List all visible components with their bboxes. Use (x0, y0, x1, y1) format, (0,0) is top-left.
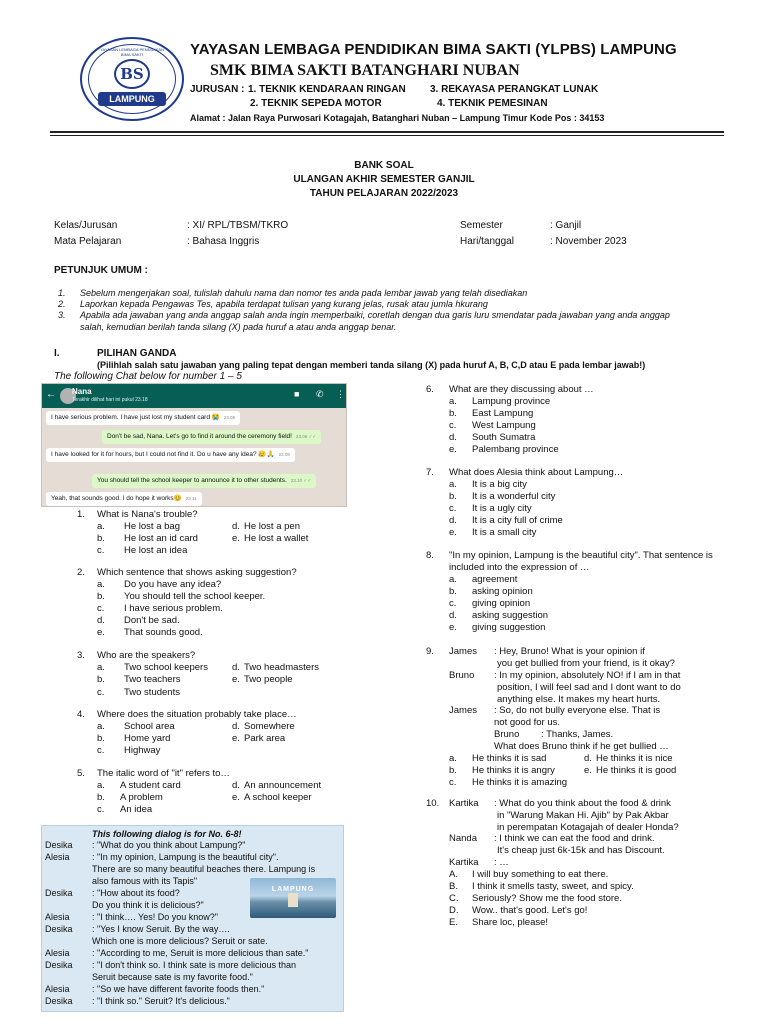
option-text: School area (124, 721, 175, 732)
option-letter: c. (97, 745, 105, 756)
option-text: You should tell the school keeper. (124, 591, 266, 602)
question-text: Where does the situation probably take place… (97, 709, 297, 720)
option-letter: a. (97, 579, 105, 590)
dialog-line: : In my opinion, absolutely NO! if I am in that (494, 670, 681, 681)
lampung-picture-label: LAMPUNG (271, 886, 315, 893)
menu-dots-icon: ⋮ (336, 389, 345, 399)
dialog-speaker: James (449, 646, 477, 657)
option-letter: d. (584, 753, 592, 764)
option-text: That sounds good. (124, 627, 203, 638)
section-num: I. (54, 348, 60, 359)
back-arrow-icon: ← (46, 389, 56, 400)
petunjuk-text: salah, kemudian berilah tanda silang (X) pada huruf a atau anda anggap benar. (80, 322, 397, 332)
option-text: East Lampung (472, 408, 534, 419)
dialog-line: you get bullied from your friend, is it okay? (497, 658, 675, 669)
option-text: Don't be sad. (124, 615, 180, 626)
option-letter: b. (449, 586, 457, 597)
dialog-line: : "In my opinion, Lampung is the beautiful city". (92, 852, 279, 862)
option-letter: a. (449, 396, 457, 407)
jurusan-label: JURUSAN : (190, 84, 245, 95)
tower-shape (288, 893, 298, 907)
option-text: He lost an id card (124, 533, 198, 544)
chat-header (42, 384, 346, 408)
option-letter: c. (97, 545, 105, 556)
chat-message: Yeah, that sounds good. I do hope it works😊 23.11 (46, 492, 202, 506)
option-text: Palembang province (472, 444, 559, 455)
dialog-speaker: Desika (45, 960, 73, 970)
logo-arc-text: YAYASAN LEMBAGA PENDIDIKAN BIMA SAKTI (100, 47, 164, 57)
doc-title-2: ULANGAN AKHIR SEMESTER GANJIL (293, 174, 475, 185)
question-text: The italic word of "it" refers to… (97, 768, 230, 779)
option-text: Somewhere (244, 721, 295, 732)
header-divider (50, 131, 724, 133)
option-text: Share loc, please! (472, 917, 549, 928)
option-letter: e. (449, 444, 457, 455)
option-text: He thinks it is amazing (472, 777, 568, 788)
dialog-line: : "I don't think so. I think sate is more delicious than (92, 960, 297, 970)
dialog-title: This following dialog is for No. 6-8! (92, 829, 242, 839)
petunjuk-text: Laporkan kepada Pengawas Tes, apabila terdapat tulisan yang kurang jelas, rusak atau jumla hkurang (80, 299, 488, 309)
option-text: asking opinion (472, 586, 533, 597)
option-text: It is a wonderful city (472, 491, 556, 502)
question-number: 6. (426, 384, 434, 395)
option-letter: b. (97, 792, 105, 803)
dialog-line: Do you think it is delicious?" (92, 900, 204, 910)
option-text: asking suggestion (472, 610, 549, 621)
option-text: I will buy something to eat there. (472, 869, 609, 880)
dialog-speaker: Desika (45, 840, 73, 850)
option-letter: c. (449, 598, 457, 609)
question-number: 1. (77, 509, 85, 520)
dialog-speaker: Desika (45, 996, 73, 1006)
dialog-line: : "So we have different favorite foods then." (92, 984, 265, 994)
question-number: 8. (426, 550, 434, 561)
dialog-line: : … (494, 857, 509, 868)
option-letter: a. (449, 479, 457, 490)
option-letter: e. (232, 533, 240, 544)
dialog-line: : "I think…. Yes! Do you know?" (92, 912, 218, 922)
option-text: Do you have any idea? (124, 579, 222, 590)
hari-value: : November 2023 (550, 236, 627, 247)
chat-message: I have looked for it for hours, but I could not find it. Do u have any idea? 😥🙏 23.08 (46, 448, 295, 462)
dialog-line: : "How about its food? (92, 888, 180, 898)
kelas-label: Kelas/Jurusan (54, 220, 118, 231)
chat-contact-name: Nana (72, 387, 92, 396)
dialog-line: : "I think so." Seruit? It's delicious." (92, 996, 230, 1006)
foundation-name: YAYASAN LEMBAGA PENDIDIKAN BIMA SAKTI (YLPBS) LAMPUNG (190, 41, 677, 58)
option-text: I think it smells tasty, sweet, and spicy. (472, 881, 634, 892)
question-text: What does Bruno think if he get bullied … (494, 741, 669, 752)
option-letter: c. (449, 777, 457, 788)
dialog-line: : "Yes I know Seruit. By the way…. (92, 924, 230, 934)
option-letter: c. (97, 804, 105, 815)
lampung-picture (250, 878, 336, 918)
dialog-speaker: James (449, 705, 477, 716)
dialog-line: Which one is more delicious? Seruit or sate. (92, 936, 268, 946)
mapel-label: Mata Pelajaran (54, 236, 122, 247)
question-number: 7. (426, 467, 434, 478)
option-text: A student card (120, 780, 181, 791)
dialog-speaker: Alesia (45, 984, 70, 994)
header-divider-thin (50, 135, 724, 136)
option-letter: b. (97, 533, 105, 544)
chat-message: Don't be sad, Nana. Let's go to find it around the ceremony field! 23.06 ✓✓ (102, 430, 321, 444)
option-letter: c. (449, 503, 457, 514)
question-number: 10. (426, 798, 440, 809)
option-letter: a. (449, 574, 457, 585)
dialog-speaker: Alesia (45, 912, 70, 922)
option-text: He thinks it is angry (472, 765, 555, 776)
dialog-line: : Thanks, James. (541, 729, 614, 740)
school-logo (80, 37, 184, 121)
dialog-speaker: Bruno (449, 670, 475, 681)
dialog-line: There are so many beautiful beaches there. Lampung is (92, 864, 316, 874)
question-text: Who are the speakers? (97, 650, 196, 661)
petunjuk-title: PETUNJUK UMUM : (54, 265, 148, 276)
semester-value: : Ganjil (550, 220, 582, 231)
option-letter: e. (232, 674, 240, 685)
option-letter: e. (232, 792, 240, 803)
dialog-speaker: Alesia (45, 948, 70, 958)
option-text: An idea (120, 804, 153, 815)
petunjuk-text: Sebelum mengerjakan soal, tulislah dahulu nama dan nomor tes anda pada lembar jawab yang telah disediakan (80, 288, 528, 298)
dialog-speaker: Alesia (45, 852, 70, 862)
section-title: PILIHAN GANDA (97, 348, 177, 359)
dialog-speaker: Bruno (494, 729, 520, 740)
option-text: Home yard (124, 733, 171, 744)
video-call-icon: ■ (294, 389, 300, 399)
question-text: Which sentence that shows asking suggestion? (97, 567, 297, 578)
option-letter: d. (232, 521, 240, 532)
option-text: West Lampung (472, 420, 536, 431)
dialog-line: : Hey, Bruno! What is your opinion if (494, 646, 645, 657)
option-letter: D. (449, 905, 459, 916)
option-text: Lampung province (472, 396, 551, 407)
question-number: 9. (426, 646, 434, 657)
option-text: It is a big city (472, 479, 527, 490)
petunjuk-num: 2. (58, 299, 66, 309)
school-address: Alamat : Jalan Raya Purwosari Kotagajah, Batanghari Nuban – Lampung Timur Kode Pos : 34153 (190, 113, 605, 123)
chat-last-seen: Terakhir dilihat hari ini pukul 23.18 (72, 397, 148, 403)
chat-intro: The following Chat below for number 1 – 5 (54, 371, 242, 382)
question-number: 4. (77, 709, 85, 720)
option-letter: B. (449, 881, 458, 892)
dialog-speaker: Kartika (449, 798, 479, 809)
option-letter: b. (449, 491, 457, 502)
option-text: He thinks it is good (596, 765, 677, 776)
option-text: South Sumatra (472, 432, 536, 443)
option-letter: b. (97, 591, 105, 602)
option-letter: b. (449, 408, 457, 419)
jurusan-3: 3. REKAYASA PERANGKAT LUNAK (430, 84, 599, 95)
dialog-line: position, I will feel sad and I dont want to do (497, 682, 681, 693)
dialog-line: It's cheap just 6k-15k and has Discount. (497, 845, 665, 856)
option-letter: d. (449, 610, 457, 621)
dialog-line: in "Warung Makan Hi. Ajib" by Pak Akbar (497, 810, 669, 821)
option-letter: e. (449, 622, 457, 633)
logo-band: LAMPUNG (98, 92, 166, 106)
option-letter: a. (97, 521, 105, 532)
option-text: He thinks it is nice (596, 753, 673, 764)
dialog-speaker: Desika (45, 924, 73, 934)
option-text: He lost a pen (244, 521, 300, 532)
option-text: Two students (124, 687, 180, 698)
logo-initials: BS (114, 59, 150, 89)
option-text: Two school keepers (124, 662, 208, 673)
option-text: It is a small city (472, 527, 537, 538)
section-instruction: (Pilihlah salah satu jawaban yang paling tepat dengan memberi tanda silang (X) pada huruf A, B, C,D atau E pada lembar jawab!) (97, 360, 646, 370)
phone-icon: ✆ (316, 389, 324, 399)
option-text: He lost a wallet (244, 533, 309, 544)
option-letter: d. (449, 432, 457, 443)
dialog-line: anything else. It makes my heart hurts. (497, 694, 661, 705)
question-number: 3. (77, 650, 85, 661)
dialog-line: in perempatan Kotagajah of dealer Honda? (497, 822, 679, 833)
kelas-value: : XI/ RPL/TBSM/TKRO (187, 220, 289, 231)
option-letter: c. (449, 420, 457, 431)
dialog-line: : What do you think about the food & drink (494, 798, 671, 809)
doc-title-1: BANK SOAL (354, 160, 414, 171)
option-letter: d. (232, 662, 240, 673)
option-letter: e. (97, 627, 105, 638)
dialog-speaker: Nanda (449, 833, 477, 844)
question-text: "In my opinion, Lampung is the beautiful city". That sentence is (449, 550, 713, 561)
option-letter: d. (232, 721, 240, 732)
option-letter: a. (97, 662, 105, 673)
option-letter: C. (449, 893, 459, 904)
dialog-line: : I think we can eat the food and drink. (494, 833, 655, 844)
dialog-line: : "According to me, Seruit is more delicious than sate." (92, 948, 309, 958)
hari-label: Hari/tanggal (460, 236, 514, 247)
dialog-line: also famous with its Tapis" (92, 876, 198, 886)
option-letter: e. (584, 765, 592, 776)
doc-title-3: TAHUN PELAJARAN 2022/2023 (309, 188, 459, 199)
option-text: An announcement (244, 780, 322, 791)
chat-message: I have serious problem. I have just lost my student card 😭 23.05 (46, 411, 240, 425)
option-text: A school keeper (244, 792, 312, 803)
option-letter: b. (97, 674, 105, 685)
option-letter: b. (449, 765, 457, 776)
question-number: 2. (77, 567, 85, 578)
option-letter: c. (97, 687, 105, 698)
jurusan-1: 1. TEKNIK KENDARAAN RINGAN (248, 84, 406, 95)
jurusan-2: 2. TEKNIK SEPEDA MOTOR (250, 98, 382, 109)
semester-label: Semester (460, 220, 503, 231)
petunjuk-text: Apabila ada jawaban yang anda anggap salah anda ingin memperbaiki, coretlah dengan dua garis luru smendatar pada jawaban yang anda anggap (80, 310, 670, 320)
question-text: What does Alesia think about Lampung… (449, 467, 624, 478)
petunjuk-num: 3. (58, 310, 66, 320)
option-text: He lost a bag (124, 521, 180, 532)
question-text: What are they discussing about … (449, 384, 594, 395)
option-text: Two teachers (124, 674, 181, 685)
option-letter: d. (97, 615, 105, 626)
dialog-line: : So, do not bully everyone else. That is (494, 705, 661, 716)
option-text: giving opinion (472, 598, 531, 609)
dialog-line: Seruit because sate is my favorite food." (92, 972, 253, 982)
dialog-speaker: Kartika (449, 857, 479, 868)
option-text: He thinks it is sad (472, 753, 547, 764)
option-text: He lost an idea (124, 545, 188, 556)
option-text: I have serious problem. (124, 603, 223, 614)
option-text: Seriously? Show me the food store. (472, 893, 622, 904)
option-letter: d. (232, 780, 240, 791)
option-letter: E. (449, 917, 458, 928)
option-text: Highway (124, 745, 161, 756)
mapel-value: : Bahasa Inggris (187, 236, 260, 247)
option-letter: a. (449, 753, 457, 764)
option-text: A problem (120, 792, 163, 803)
option-letter: e. (449, 527, 457, 538)
chat-screenshot (41, 383, 347, 507)
option-letter: d. (449, 515, 457, 526)
option-text: Two headmasters (244, 662, 319, 673)
option-letter: b. (97, 733, 105, 744)
option-letter: A. (449, 869, 458, 880)
option-text: It is a city full of crime (472, 515, 563, 526)
dialog-line: : "What do you think about Lampung?" (92, 840, 246, 850)
petunjuk-num: 1. (58, 288, 66, 298)
option-text: agreement (472, 574, 518, 585)
question-text: What is Nana's trouble? (97, 509, 198, 520)
option-text: giving suggestion (472, 622, 546, 633)
option-text: It is a ugly city (472, 503, 532, 514)
question-number: 5. (77, 768, 85, 779)
option-text: Two people (244, 674, 293, 685)
option-letter: a. (97, 780, 105, 791)
option-letter: c. (97, 603, 105, 614)
option-text: Wow.. that's good. Let's go! (472, 905, 588, 916)
option-text: Park area (244, 733, 286, 744)
option-letter: a. (97, 721, 105, 732)
chat-message: You should tell the school keeper to announce it to other students. 23.10 ✓✓ (92, 474, 316, 488)
question-text-cont: included into the expression of … (449, 562, 590, 573)
dialog-line: not good for us. (494, 717, 561, 728)
dialog-box (41, 825, 344, 1012)
school-name: SMK BIMA SAKTI BATANGHARI NUBAN (210, 62, 520, 79)
jurusan-4: 4. TEKNIK PEMESINAN (437, 98, 548, 109)
dialog-speaker: Desika (45, 888, 73, 898)
option-letter: e. (232, 733, 240, 744)
